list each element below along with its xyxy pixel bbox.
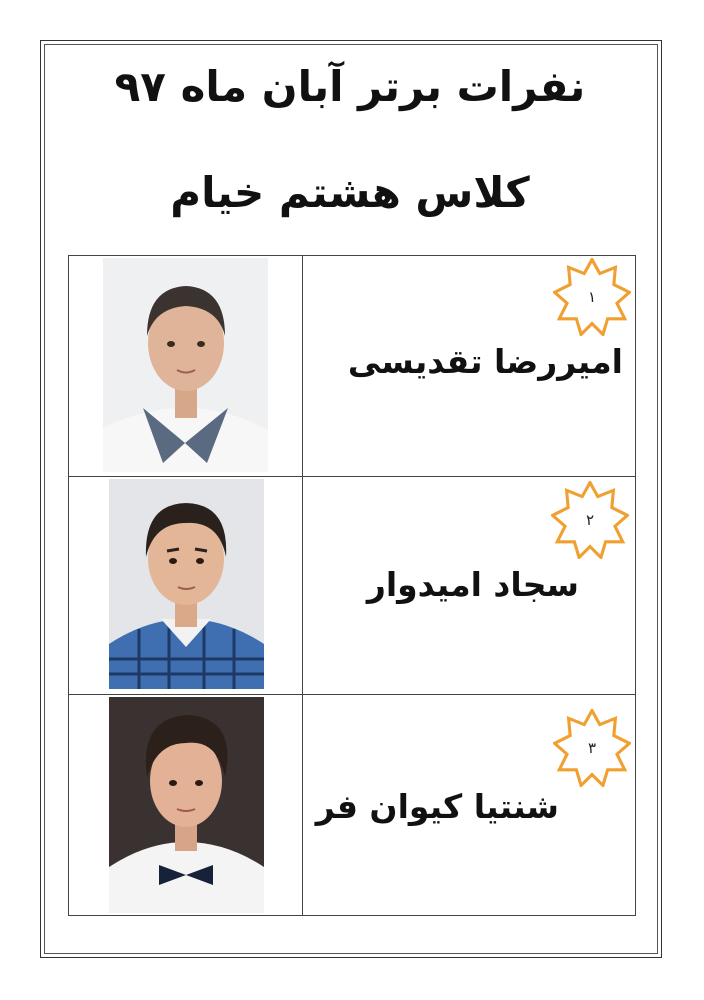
rank-number: ۱ (587, 288, 597, 306)
student-name: شنتیا کیوان فر (315, 787, 559, 826)
top-students-table (68, 255, 636, 916)
rank-number: ۲ (585, 511, 595, 529)
photo-cell (69, 256, 303, 477)
name-cell (303, 477, 636, 695)
student-photo (109, 697, 264, 913)
class-title: کلاس هشتم خیام (170, 168, 530, 217)
page-title: نفرات برتر آبان ماه ۹۷ (114, 62, 586, 111)
table-row (69, 695, 636, 916)
rank-number: ۳ (587, 739, 597, 757)
student-photo (109, 479, 264, 689)
name-cell (303, 695, 636, 916)
name-cell (303, 256, 636, 477)
rank-star-icon (553, 258, 631, 336)
student-photo (103, 258, 268, 472)
table-row (69, 477, 636, 695)
rank-star-icon (551, 481, 629, 559)
photo-cell (69, 695, 303, 916)
student-name: امیررضا تقدیسی (347, 342, 623, 381)
table-row (69, 256, 636, 477)
rank-star-icon (553, 709, 631, 787)
student-name: سجاد امیدوار (366, 565, 579, 604)
photo-cell (69, 477, 303, 695)
